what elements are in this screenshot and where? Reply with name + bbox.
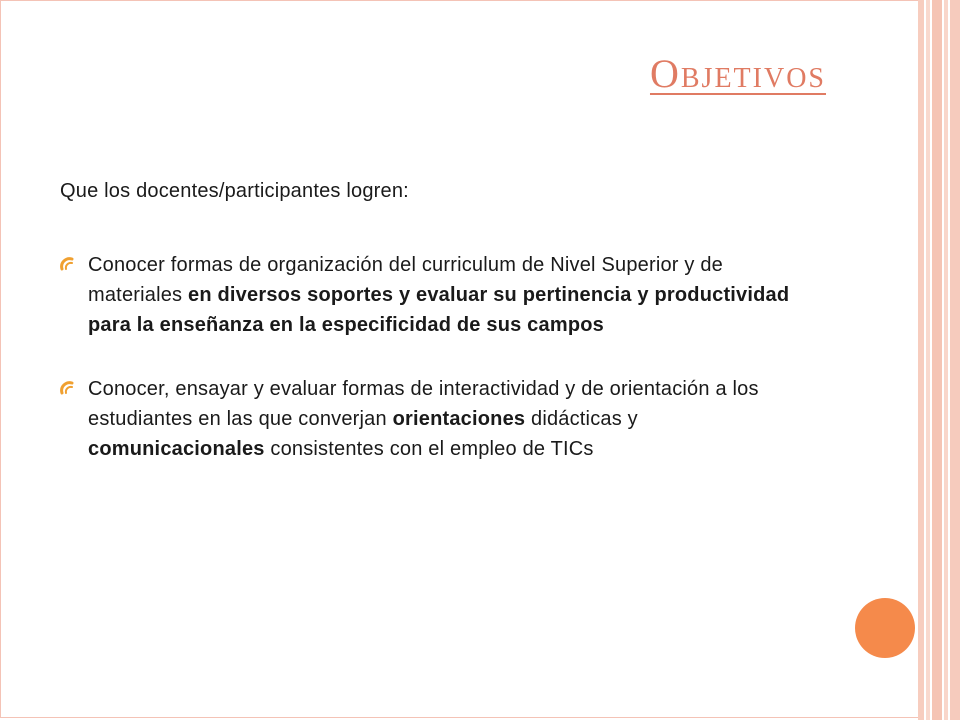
bullet-text: Conocer, ensayar y evaluar formas de interactividad y de orientación a los estudiantes en las que converjan xyxy=(88,378,759,430)
bullet-text-bold: comunicacionales xyxy=(88,438,265,460)
bullet-item xyxy=(60,250,820,340)
bullet-text-bold: en diversos soportes y evaluar su pertinencia y productividad para la enseñanza en la especificidad de sus campos xyxy=(88,284,790,336)
orange-circle-decoration xyxy=(855,598,915,658)
bullet-text-bold: orientaciones xyxy=(392,408,526,430)
bullet-text: Conocer formas de organización del curriculum de Nivel Superior y de materiales xyxy=(88,254,724,306)
bullet-list xyxy=(60,250,820,498)
decorative-stripe xyxy=(932,0,942,720)
decorative-stripe xyxy=(926,0,930,720)
bullet-text: didácticas y xyxy=(525,408,638,430)
decorative-stripe xyxy=(944,0,948,720)
slide-title-text: Objetivos xyxy=(649,51,826,96)
intro-text: Que los docentes/participantes logren: xyxy=(60,180,409,202)
curved-arc-bullet-icon xyxy=(60,250,76,280)
curved-arc-bullet-icon xyxy=(60,374,76,404)
bullet-item xyxy=(60,374,820,464)
decorative-stripe xyxy=(950,0,960,720)
bullet-text: consistentes con el empleo de TICs xyxy=(264,438,594,460)
slide-title xyxy=(0,50,826,98)
decorative-stripe xyxy=(918,0,924,720)
